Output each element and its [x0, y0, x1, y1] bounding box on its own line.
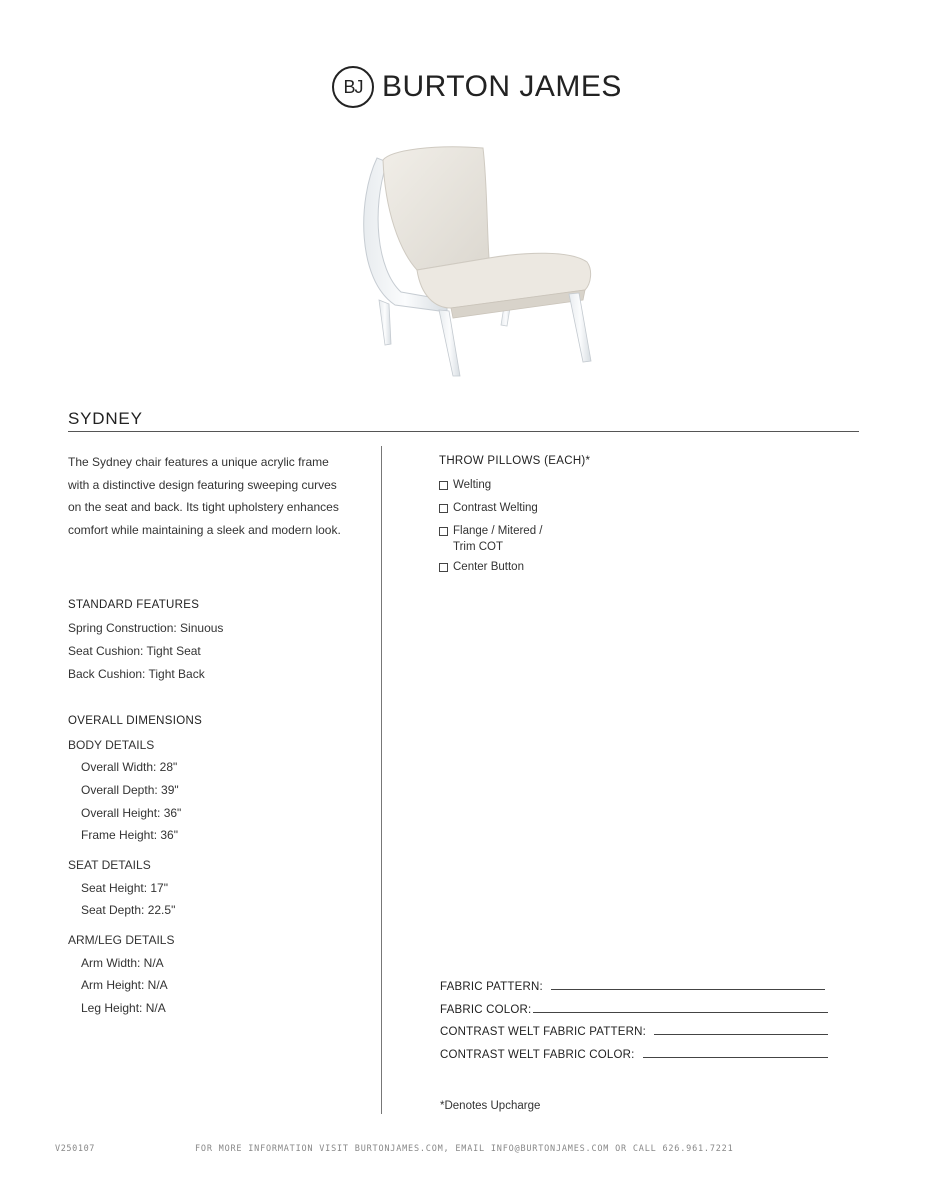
- arm-leg-details-heading: ARM/LEG DETAILS: [68, 933, 175, 947]
- fabric-color-field[interactable]: [440, 1004, 828, 1016]
- version-code: V250107: [55, 1144, 96, 1154]
- throw-pillows-heading: THROW PILLOWS (EACH)*: [439, 455, 591, 467]
- field-line[interactable]: [551, 989, 825, 990]
- brand-logo: [332, 64, 622, 110]
- dimensions-heading: OVERALL DIMENSIONS: [68, 715, 203, 727]
- pillow-option-welting[interactable]: [439, 479, 491, 493]
- field-label: FABRIC PATTERN:: [440, 981, 543, 993]
- brand-monogram: BJ: [332, 66, 374, 108]
- dimension-item: Arm Height: N/A: [81, 978, 168, 992]
- checkbox[interactable]: [439, 481, 448, 490]
- contrast-welt-pattern-field[interactable]: [440, 1026, 828, 1038]
- pillow-option-label: Center Button: [453, 561, 524, 573]
- upcharge-note: *Denotes Upcharge: [440, 1100, 541, 1112]
- title-divider: [68, 431, 859, 432]
- feature-item: Back Cushion: Tight Back: [68, 667, 205, 681]
- seat-details-heading: SEAT DETAILS: [68, 858, 151, 872]
- field-line[interactable]: [643, 1057, 828, 1058]
- dimension-item: Seat Depth: 22.5": [81, 903, 176, 917]
- checkbox[interactable]: [439, 527, 448, 536]
- dimension-item: Seat Height: 17": [81, 881, 168, 895]
- fabric-pattern-field[interactable]: [440, 981, 825, 993]
- feature-item: Seat Cushion: Tight Seat: [68, 644, 201, 658]
- product-image: [355, 140, 605, 380]
- column-divider: [381, 446, 382, 1114]
- pillow-option-center-button[interactable]: [439, 561, 524, 575]
- body-details-heading: BODY DETAILS: [68, 738, 155, 752]
- pillow-option-label: Contrast Welting: [453, 502, 538, 514]
- dimension-item: Overall Height: 36": [81, 806, 182, 820]
- product-title: SYDNEY: [68, 409, 143, 428]
- dimension-item: Leg Height: N/A: [81, 1001, 166, 1015]
- field-line[interactable]: [533, 1012, 828, 1013]
- pillow-option-label: Welting: [453, 479, 492, 491]
- contrast-welt-color-field[interactable]: [440, 1049, 828, 1061]
- checkbox[interactable]: [439, 563, 448, 572]
- field-label: CONTRAST WELT FABRIC PATTERN:: [440, 1026, 647, 1038]
- dimension-item: Frame Height: 36": [81, 828, 178, 842]
- dimension-item: Overall Width: 28": [81, 760, 178, 774]
- field-line[interactable]: [654, 1034, 828, 1035]
- dimension-item: Arm Width: N/A: [81, 956, 164, 970]
- standard-features-heading: STANDARD FEATURES: [68, 599, 200, 611]
- product-description: The Sydney chair features a unique acrylic frame with a distinctive design featuring sweeping curves on the seat and back. Its tight upholstery enhances comfort while maintaining a sleek and modern look.: [68, 455, 341, 537]
- feature-item: Spring Construction: Sinuous: [68, 621, 224, 635]
- footer-contact-info: FOR MORE INFORMATION VISIT BURTONJAMES.COM, EMAIL INFO@BURTONJAMES.COM OR CALL 626.961.7221: [195, 1144, 734, 1154]
- pillow-option-contrast-welting[interactable]: [439, 502, 538, 516]
- pillow-option-label: Flange / Mitered / Trim COT: [453, 525, 543, 553]
- pillow-option-flange[interactable]: [439, 525, 542, 555]
- checkbox[interactable]: [439, 504, 448, 513]
- dimension-item: Overall Depth: 39": [81, 783, 179, 797]
- brand-name: BURTON JAMES: [382, 70, 622, 103]
- field-label: FABRIC COLOR:: [440, 1004, 532, 1016]
- field-label: CONTRAST WELT FABRIC COLOR:: [440, 1049, 635, 1061]
